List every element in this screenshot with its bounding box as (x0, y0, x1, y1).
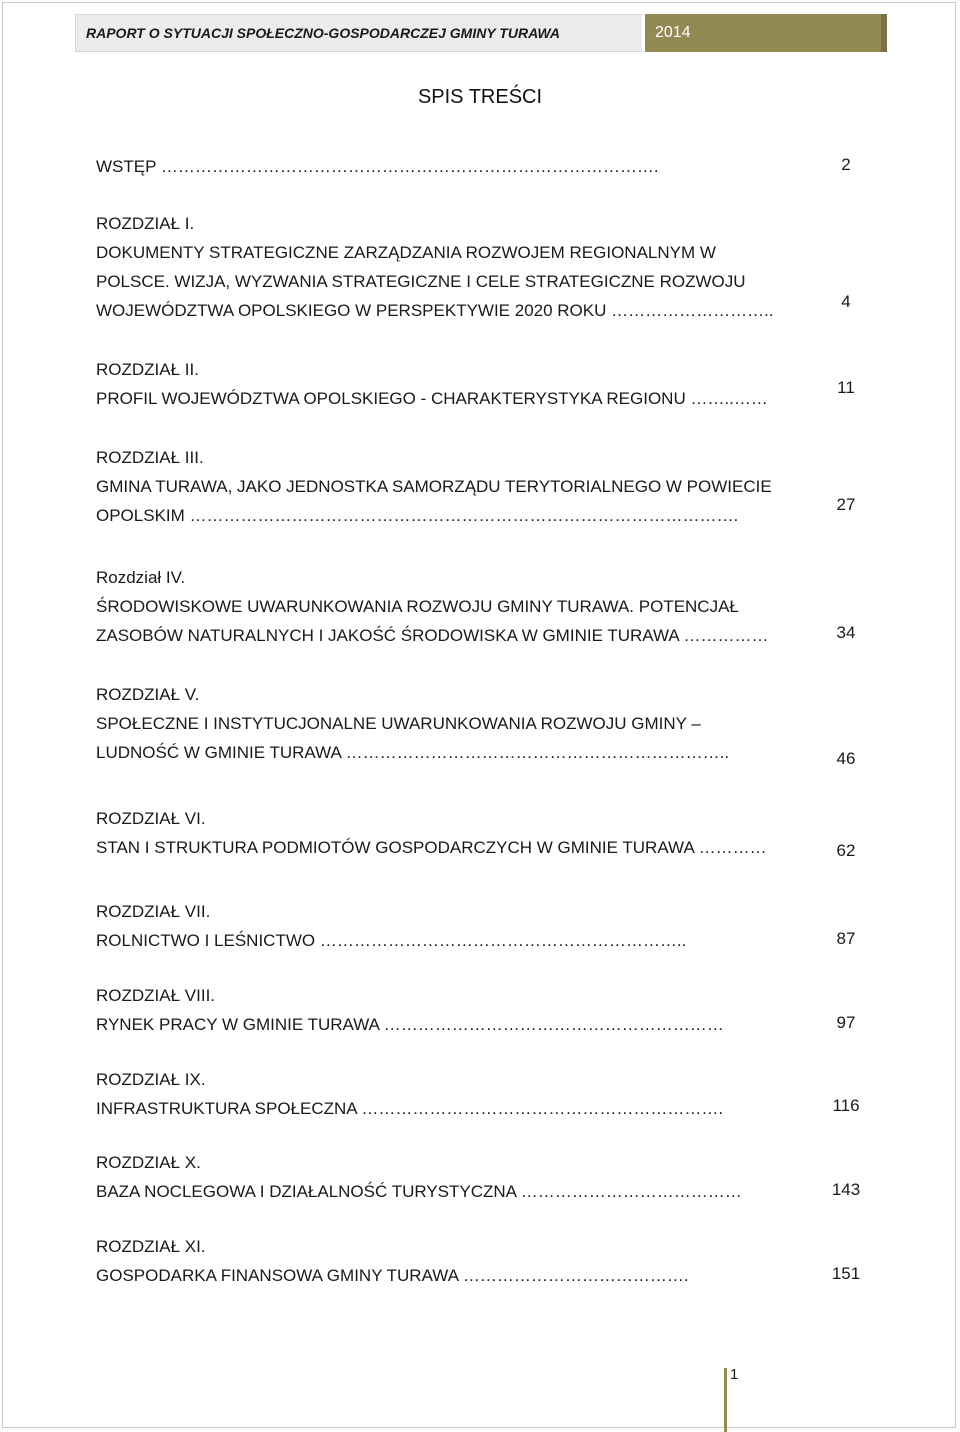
toc-entry[interactable] (96, 804, 816, 862)
toc-entry-line: WSTĘP ……………………………………………………………………………. (96, 157, 659, 176)
toc-entry-heading: ROZDZIAŁ VII. (96, 902, 211, 921)
toc-entry-heading: ROZDZIAŁ III. (96, 448, 204, 467)
toc-entry-heading: ROZDZIAŁ II. (96, 360, 199, 379)
toc-entry[interactable] (96, 897, 816, 955)
toc-entry-heading: ROZDZIAŁ XI. (96, 1237, 206, 1256)
footer-page-number: 1 (730, 1366, 739, 1383)
toc-entry[interactable] (96, 1065, 816, 1123)
toc-page-number: 4 (841, 292, 851, 311)
toc-entry-line: GMINA TURAWA, JAKO JEDNOSTKA SAMORZĄDU TERYTORIALNEGO W POWIECIE (96, 477, 772, 496)
toc-entry-line: DOKUMENTY STRATEGICZNE ZARZĄDZANIA ROZWOJEM REGIONALNYM W (96, 243, 716, 262)
toc-entry-line: LUDNOŚĆ W GMINIE TURAWA ………………………………………………………….. (96, 743, 730, 762)
page-header (75, 14, 887, 52)
toc-entry[interactable] (96, 355, 816, 413)
toc-entry-line: SPOŁECZNE I INSTYTUCJONALNE UWARUNKOWANIA ROZWOJU GMINY – (96, 714, 701, 733)
toc-entry-line: RYNEK PRACY W GMINIE TURAWA …………………………………………………… (96, 1015, 724, 1034)
toc-entry-heading: ROZDZIAŁ VIII. (96, 986, 216, 1005)
toc-entry[interactable] (96, 563, 816, 650)
toc-entry-heading: Rozdział IV. (96, 568, 186, 587)
toc-entry-line: ZASOBÓW NATURALNYCH I JAKOŚĆ ŚRODOWISKA W GMINIE TURAWA …………… (96, 626, 769, 645)
toc-entry-line: GOSPODARKA FINANSOWA GMINY TURAWA …………………………………. (96, 1266, 689, 1285)
header-year: 2014 (645, 14, 881, 52)
toc-entry-line: STAN I STRUKTURA PODMIOTÓW GOSPODARCZYCH W GMINIE TURAWA ………… (96, 838, 767, 857)
toc-entry[interactable] (96, 152, 816, 181)
toc-entry-line: WOJEWÓDZTWA OPOLSKIEGO W PERSPEKTYWIE 2020 ROKU ……………………….. (96, 301, 774, 320)
toc-entry-heading: ROZDZIAŁ VI. (96, 809, 206, 828)
toc-page-number: 143 (831, 1180, 861, 1199)
header-title: RAPORT O SYTUACJI SPOŁECZNO-GOSPODARCZEJ GMINY TURAWA (75, 14, 642, 52)
toc-page-number: 11 (837, 378, 855, 397)
toc-page-number: 27 (836, 495, 856, 514)
toc-entry-line: BAZA NOCLEGOWA I DZIAŁALNOŚĆ TURYSTYCZNA ………………………………… (96, 1182, 742, 1201)
toc-page-number: 34 (836, 623, 856, 642)
toc-page-number: 97 (836, 1013, 856, 1032)
toc-entry[interactable] (96, 981, 816, 1039)
toc-entry-line: PROFIL WOJEWÓDZTWA OPOLSKIEGO - CHARAKTERYSTYKA REGIONU ……..…… (96, 389, 768, 408)
toc-entry[interactable] (96, 443, 816, 530)
toc-page-number: 46 (836, 749, 856, 768)
toc-entry-heading: ROZDZIAŁ I. (96, 214, 195, 233)
toc-entry-heading: ROZDZIAŁ IX. (96, 1070, 206, 1089)
header-year-edge (881, 14, 887, 52)
toc-entry[interactable] (96, 1148, 816, 1206)
toc-entry-line: ROLNICTWO I LEŚNICTWO ……………………………………………………….. (96, 931, 687, 950)
toc-entry-heading: ROZDZIAŁ X. (96, 1153, 201, 1172)
toc-page-number: 2 (841, 155, 851, 174)
toc-entry[interactable] (96, 209, 816, 325)
toc-entry-line: INFRASTRUKTURA SPOŁECZNA ………………………………………………………. (96, 1099, 724, 1118)
toc-page-number: 116 (832, 1096, 860, 1115)
toc-entry-line: ŚRODOWISKOWE UWARUNKOWANIA ROZWOJU GMINY TURAWA. POTENCJAŁ (96, 597, 739, 616)
footer-accent-line (724, 1368, 727, 1432)
toc-entry-line: OPOLSKIM ……………………………………………………………………………………. (96, 506, 739, 525)
toc-page-number: 62 (836, 841, 856, 860)
toc-page-number: 151 (831, 1264, 861, 1283)
toc-entry-line: POLSCE. WIZJA, WYZWANIA STRATEGICZNE I CELE STRATEGICZNE ROZWOJU (96, 272, 746, 291)
toc-entry-heading: ROZDZIAŁ V. (96, 685, 200, 704)
toc-page-number: 87 (836, 929, 856, 948)
toc-title: SPIS TREŚCI (417, 86, 543, 108)
toc-entry[interactable] (96, 1232, 816, 1290)
toc-entry[interactable] (96, 680, 816, 767)
